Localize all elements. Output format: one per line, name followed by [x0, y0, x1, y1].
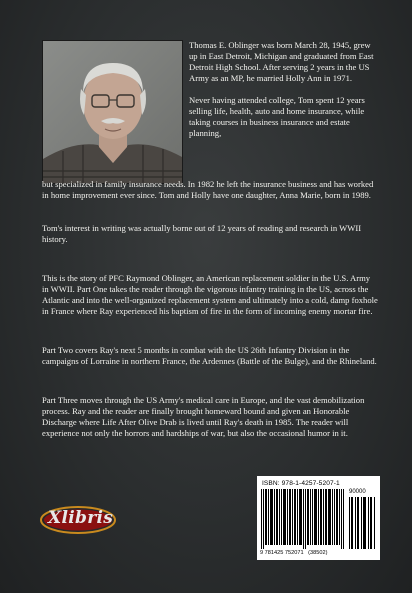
author-photo — [42, 40, 183, 184]
xlibris-logo — [40, 505, 116, 535]
isbn-label: ISBN: 978-1-4257-5207-1 — [262, 480, 340, 487]
blurb-paragraph-1: This is the story of PFC Raymond Oblinger, an American replacement soldier in the U.S. Army in WWII. Part One takes the reader through the vigorous infantry training in the US, across the Atlantic and into the well-organized replacement system and ultimately into a cold, damp foxhole in France where Ray experienced his baptism of fire in the form of incoming enemy mortar fire. — [42, 273, 378, 316]
ean-digits: 9 781425 752071 — [260, 550, 304, 556]
bio-paragraph-3: Tom's interest in writing was actually borne out of 12 years of reading and research in WWII history. — [42, 223, 362, 244]
blurb-paragraph-2: Part Two covers Ray's next 5 months in combat with the US 26th Infantry Division in the campaigns of Lorraine in northern France, the Ardennes (Battle of the Bulge), and the Rhineland. — [42, 345, 377, 366]
bio-paragraph-2a: Never having attended college, Tom spent 12 years selling life, health, auto and home insurance, while taking courses in business insurance and estate planning, — [189, 95, 365, 138]
bio-paragraph-1: Thomas E. Oblinger was born March 28, 1945, grew up in East Detroit, Michigan and graduated from East Detroit High School. After serving 2 years in the US Army as an MP, he married Holly Ann in 1971. — [189, 40, 374, 83]
barcode-bars — [261, 489, 347, 549]
barcode-digits: 9 781425 752071 (38502) — [260, 550, 328, 556]
blurb-paragraph-3: Part Three moves through the US Army's medical care in Europe, and the vast demobilization process. Ray and the reader are finally brought homeward bound and given an Honorable Discharge where Life After Olive Drab is lived until Ray's death in 1985. The reader will experience not only the horrors and hardships of war, but also the occasional humor in it. — [42, 395, 365, 438]
author-bio-top — [189, 40, 379, 150]
price-code — [349, 489, 377, 549]
logo-text: Xlibris — [48, 508, 114, 528]
barcode-code: 38502 — [310, 550, 326, 556]
addon-bars — [349, 497, 377, 549]
price-digits: 90000 — [349, 489, 366, 495]
bio-paragraph-2b: but specialized in family insurance needs. In 1982 he left the insurance business and has worked in home improvement ever since. Tom and Holly have one daughter, Anna Marie, born in 1989. — [42, 179, 374, 200]
isbn-barcode — [257, 476, 380, 560]
